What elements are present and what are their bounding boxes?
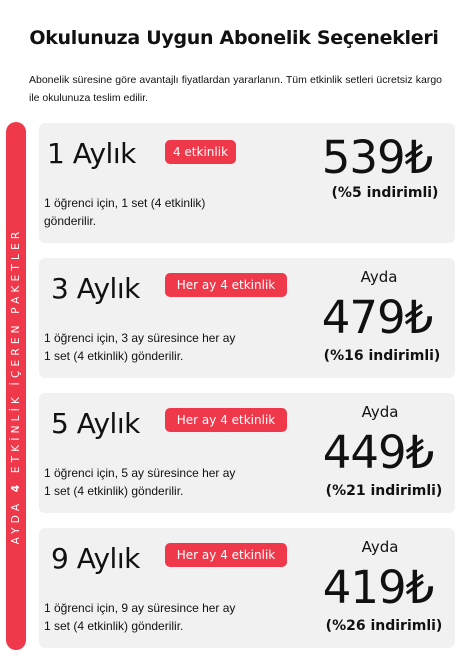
- plan-badge: Her ay 4 etkinlik: [165, 273, 287, 297]
- plan-price: 539₺: [321, 131, 433, 184]
- plan-price: 449₺: [322, 426, 434, 479]
- plan-card-3-months[interactable]: [39, 258, 455, 378]
- plan-per-month-label: Ayda: [360, 268, 398, 286]
- side-label-highlight: 4: [10, 480, 22, 493]
- side-label-bar: [6, 122, 26, 650]
- plan-price: 479₺: [321, 291, 433, 344]
- plan-per-month-label: Ayda: [361, 403, 399, 421]
- plan-description-line1: 1 öğrenci için, 9 ay süresince her ay: [44, 601, 236, 615]
- plan-description-line2: 1 set (4 etkinlik) gönderilir.: [44, 349, 184, 363]
- plan-badge: 4 etkinlik: [165, 140, 236, 164]
- plan-price: 419₺: [322, 561, 434, 614]
- side-label: [10, 228, 22, 545]
- intro-text: Abonelik süresine göre avantajlı fiyatlardan yararlanın. Tüm etkinlik setleri ücretsiz kargo ile okulunuza teslim edilir.: [29, 74, 442, 104]
- plan-description-line2: 1 set (4 etkinlik) gönderilir.: [44, 484, 184, 498]
- side-label-before: AYDA: [10, 492, 22, 545]
- plan-description-line1: 1 öğrenci için, 3 ay süresince her ay: [44, 331, 236, 345]
- plan-discount: (%16 indirimli): [323, 348, 441, 364]
- plan-card-1-month[interactable]: [39, 123, 455, 243]
- plan-badge: Her ay 4 etkinlik: [165, 408, 287, 432]
- plan-card-5-months[interactable]: [39, 393, 455, 513]
- side-label-after: ETKİNLİK İÇEREN PAKETLER: [10, 227, 22, 481]
- plan-per-month-label: Ayda: [361, 538, 399, 556]
- page-title: Okulunuza Uygun Abonelik Seçenekleri: [29, 27, 439, 49]
- plan-title: 3 Aylık: [51, 272, 140, 305]
- plan-card-9-months[interactable]: [39, 528, 455, 648]
- plan-description-line1: 1 öğrenci için, 5 ay süresince her ay: [44, 466, 236, 480]
- plan-discount: (%21 indirimli): [325, 483, 443, 499]
- plan-description-line2: 1 set (4 etkinlik) gönderilir.: [44, 619, 184, 633]
- plan-discount: (%5 indirimli): [331, 185, 439, 201]
- plan-discount: (%26 indirimli): [325, 618, 443, 634]
- plan-title: 5 Aylık: [51, 407, 140, 440]
- plan-badge: Her ay 4 etkinlik: [165, 543, 287, 567]
- plan-description-line1: 1 öğrenci için, 1 set (4 etkinlik): [44, 196, 206, 210]
- plan-title: 9 Aylık: [51, 542, 140, 575]
- plan-description-line2: gönderilir.: [44, 214, 97, 228]
- plan-title: 1 Aylık: [47, 137, 136, 170]
